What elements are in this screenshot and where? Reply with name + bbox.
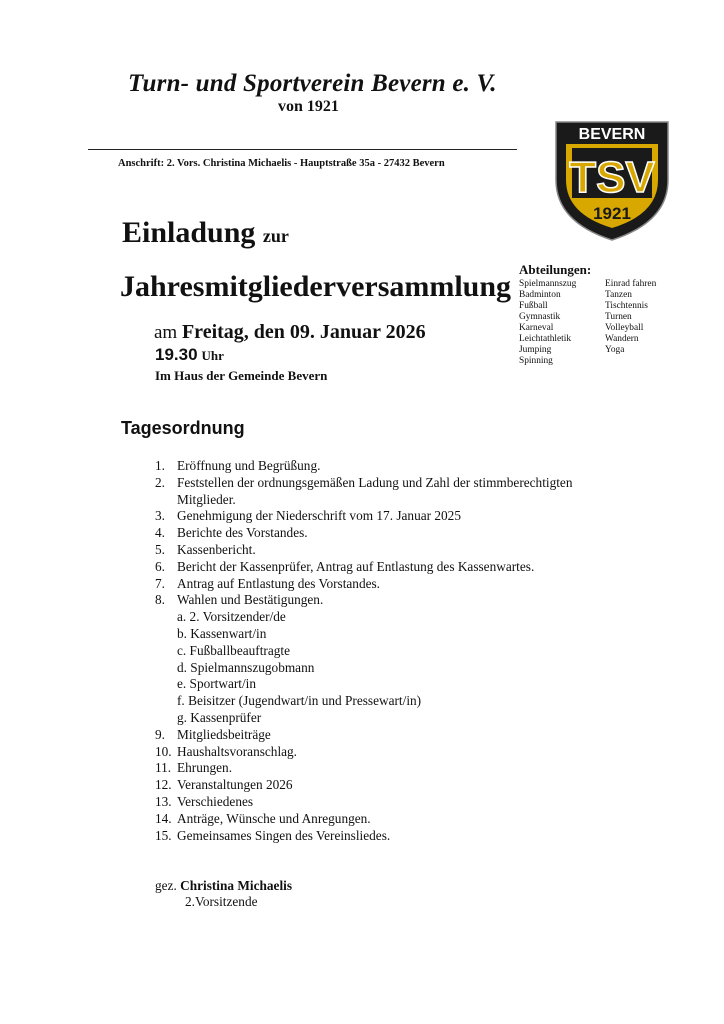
agenda-number: 7. (155, 575, 165, 591)
departments-column-2 (605, 279, 656, 356)
logo-top-text: BEVERN (578, 126, 646, 143)
logo-year: 1921 (593, 204, 631, 223)
agenda-item (155, 727, 625, 744)
agenda-text: Mitgliedsbeiträge (177, 726, 271, 742)
club-founded: von 1921 (278, 98, 339, 115)
agenda-number: 6. (155, 558, 165, 574)
agenda-item (155, 760, 625, 777)
agenda-text: Kassenbericht. (177, 541, 256, 557)
address-line: Anschrift: 2. Vors. Christina Michaelis - Hauptstraße 35a - 27432 Bevern (118, 158, 445, 169)
agenda-subitem: a. 2. Vorsitzender/de (177, 609, 286, 625)
agenda-item (155, 542, 625, 559)
header-divider (88, 149, 517, 150)
agenda-subitem: f. Beisitzer (Jugendwart/in und Pressewart/in) (177, 693, 422, 709)
agenda-text: Ehrungen. (177, 760, 233, 776)
agenda-number: 10. (155, 743, 172, 759)
agenda-text: Verschiedenes (177, 793, 254, 809)
agenda-text: Eröffnung und Begrüßung. (177, 458, 321, 473)
agenda-item (155, 475, 625, 509)
meeting-title: Jahresmitgliederversammlung (120, 270, 512, 303)
agenda-text: Gemeinsames Singen des Vereinsliedes. (177, 827, 391, 843)
agenda-title: Tagesordnung (121, 418, 245, 438)
agenda-item (155, 828, 625, 845)
agenda-number: 8. (155, 592, 165, 608)
agenda-number: 3. (155, 508, 165, 524)
agenda-subitem: e. Sportwart/in (177, 676, 257, 692)
agenda-subitem: b. Kassenwart/in (177, 625, 267, 641)
agenda-list (155, 458, 625, 844)
agenda-text: Bericht der Kassenprüfer, Antrag auf Entlastung des Kassenwartes. (177, 558, 535, 574)
heading-zur: zur (262, 226, 289, 246)
agenda-subitem: d. Spielmannszugobmann (177, 659, 315, 675)
time-value: 19.30 (155, 345, 198, 364)
agenda-text: Anträge, Wünsche und Anregungen. (177, 810, 371, 826)
department-item: Spinning (519, 356, 553, 366)
department-item: Wandern (605, 334, 639, 344)
agenda-number: 9. (155, 726, 165, 742)
agenda-number: 15. (155, 827, 172, 843)
departments-column-1 (519, 279, 576, 367)
department-item: Karneval (519, 323, 554, 333)
department-item: Badminton (519, 290, 561, 300)
meeting-venue: Im Haus der Gemeinde Bevern (155, 368, 328, 383)
date-prefix: am (154, 322, 178, 343)
meeting-date (154, 321, 426, 344)
agenda-number: 5. (155, 541, 165, 557)
signature-prefix: gez. (155, 878, 177, 893)
signature-role: 2.Vorsitzende (185, 894, 258, 909)
agenda-text: Veranstaltungen 2026 (177, 777, 293, 793)
agenda-text: Antrag auf Entlastung des Vorstandes. (177, 575, 380, 591)
agenda-number: 1. (155, 458, 165, 473)
club-name: Turn- und Sportverein Bevern e. V. (128, 70, 497, 97)
tsv-bevern-logo (552, 118, 672, 244)
signature-name: Christina Michaelis (180, 878, 293, 893)
department-item: Tischtennis (605, 301, 648, 311)
agenda-text: Haushaltsvoranschlag. (177, 743, 298, 759)
agenda-item (155, 458, 625, 475)
department-item: Gymnastik (519, 312, 561, 322)
department-item: Jumping (519, 345, 552, 355)
department-item: Tanzen (605, 290, 632, 300)
agenda-item (155, 777, 625, 794)
agenda-text: Genehmigung der Niederschrift vom 17. Januar 2025 (177, 508, 461, 524)
invitation-heading (122, 216, 289, 250)
heading-einladung: Einladung (122, 216, 256, 249)
signature-line (155, 878, 292, 894)
department-item: Spielmannszug (519, 279, 577, 289)
time-unit: Uhr (201, 348, 224, 363)
agenda-number: 4. (155, 525, 165, 541)
department-item: Einrad fahren (605, 279, 657, 289)
agenda-item (155, 576, 625, 593)
department-item: Fußball (519, 301, 548, 311)
agenda-number: 12. (155, 777, 172, 793)
department-item: Volleyball (605, 323, 644, 333)
agenda-item (155, 592, 625, 609)
departments-title: Abteilungen: (519, 262, 592, 277)
agenda-item (155, 559, 625, 576)
agenda-item (155, 811, 625, 828)
date-value: Freitag, den 09. Januar 2026 (181, 321, 426, 343)
department-item: Yoga (605, 345, 625, 355)
agenda-subitem: c. Fußballbeauftragte (177, 642, 290, 658)
agenda-item (155, 508, 625, 525)
agenda-item (155, 744, 625, 761)
agenda-number: 14. (155, 810, 172, 826)
agenda-subitem: g. Kassenprüfer (177, 709, 262, 725)
agenda-number: 13. (155, 793, 172, 809)
department-item: Turnen (605, 312, 632, 322)
agenda-number: 11. (155, 760, 172, 776)
agenda-item (155, 794, 625, 811)
agenda-text: Berichte des Vorstandes. (177, 525, 308, 541)
agenda-item (155, 525, 625, 542)
department-item: Leichtathletik (519, 334, 572, 344)
agenda-text: Wahlen und Bestätigungen. (177, 592, 324, 608)
agenda-text: Feststellen der ordnungsgemäßen Ladung und Zahl der stimmberechtigten Mitglieder. (177, 474, 573, 507)
agenda-number: 2. (155, 474, 165, 490)
logo-initials: TSV (569, 153, 655, 202)
meeting-time (155, 345, 224, 365)
